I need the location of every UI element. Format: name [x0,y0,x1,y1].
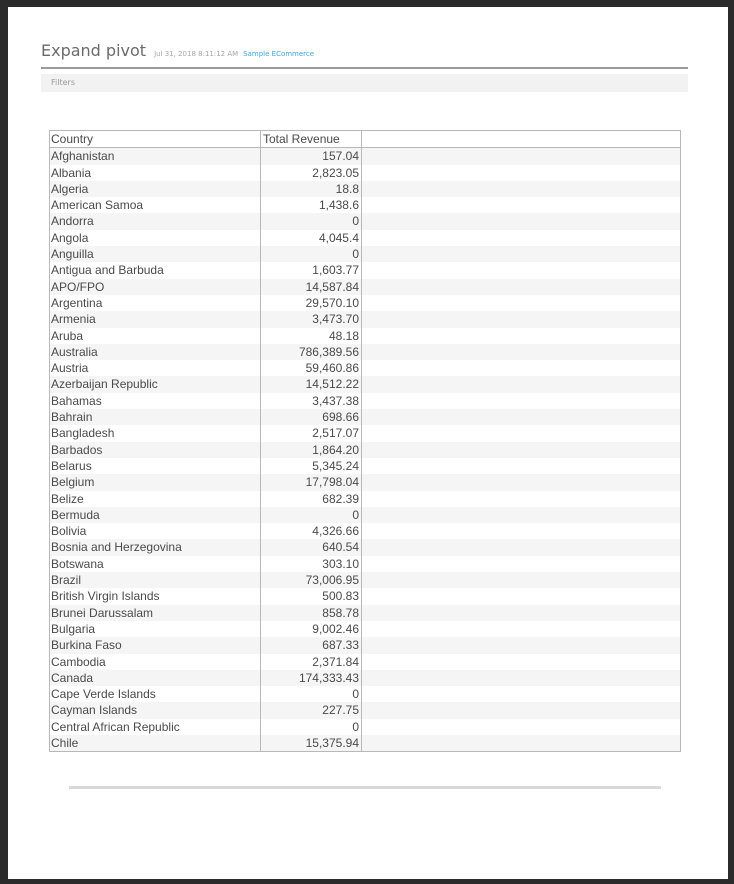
empty-cell [362,442,680,458]
country-cell: Anguilla [50,246,261,262]
empty-cell [362,539,680,555]
empty-cell [362,344,680,360]
revenue-cell: 3,437.38 [261,393,362,409]
report-timestamp: Jul 31, 2018 8:11:12 AM [154,50,239,58]
revenue-cell: 303.10 [261,556,362,572]
empty-cell [362,213,680,229]
revenue-cell: 1,864.20 [261,442,362,458]
table-row [50,279,680,295]
table-row [50,686,680,702]
revenue-cell: 18.8 [261,181,362,197]
table-row [50,344,680,360]
country-cell: Argentina [50,295,261,311]
empty-cell [362,637,680,653]
revenue-cell: 0 [261,719,362,735]
revenue-cell: 698.66 [261,409,362,425]
table-row [50,197,680,213]
empty-cell [362,393,680,409]
revenue-cell: 73,006.95 [261,572,362,588]
empty-cell [362,621,680,637]
empty-cell [362,507,680,523]
table-row [50,295,680,311]
table-row [50,425,680,441]
country-cell: Central African Republic [50,719,261,735]
table-row [50,588,680,604]
empty-cell [362,262,680,278]
empty-cell [362,654,680,670]
empty-cell [362,148,680,164]
country-cell: American Samoa [50,197,261,213]
empty-cell [362,165,680,181]
empty-cell [362,197,680,213]
revenue-cell: 29,570.10 [261,295,362,311]
revenue-cell: 227.75 [261,702,362,718]
table-row [50,376,680,392]
revenue-cell: 500.83 [261,588,362,604]
empty-cell [362,458,680,474]
country-cell: Algeria [50,181,261,197]
country-cell: Austria [50,360,261,376]
pivot-table [49,130,681,752]
empty-cell [362,588,680,604]
revenue-cell: 1,438.6 [261,197,362,213]
country-cell: Armenia [50,311,261,327]
revenue-cell: 0 [261,246,362,262]
country-cell: Bermuda [50,507,261,523]
table-row [50,360,680,376]
country-cell: Bulgaria [50,621,261,637]
filters-bar[interactable] [41,74,688,92]
country-cell: Belarus [50,458,261,474]
country-cell: Canada [50,670,261,686]
revenue-cell: 4,045.4 [261,230,362,246]
empty-cell [362,246,680,262]
table-row [50,246,680,262]
table-row [50,328,680,344]
country-cell: Bangladesh [50,425,261,441]
column-header-country[interactable]: Country [50,131,261,147]
revenue-cell: 682.39 [261,491,362,507]
revenue-cell: 3,473.70 [261,311,362,327]
data-source-link[interactable]: Sample ECommerce [243,50,315,58]
column-header-total-revenue[interactable]: Total Revenue [261,131,362,147]
revenue-cell: 48.18 [261,328,362,344]
country-cell: Barbados [50,442,261,458]
header-divider [41,67,688,69]
revenue-cell: 174,333.43 [261,670,362,686]
revenue-cell: 2,823.05 [261,165,362,181]
revenue-cell: 14,512.22 [261,376,362,392]
country-cell: Aruba [50,328,261,344]
country-cell: British Virgin Islands [50,588,261,604]
report-header [41,41,687,60]
country-cell: Andorra [50,213,261,229]
empty-cell [362,523,680,539]
revenue-cell: 17,798.04 [261,474,362,490]
country-cell: Cambodia [50,654,261,670]
country-cell: Botswana [50,556,261,572]
table-row [50,670,680,686]
empty-cell [362,328,680,344]
country-cell: Bahrain [50,409,261,425]
country-cell: Bolivia [50,523,261,539]
empty-cell [362,376,680,392]
country-cell: Antigua and Barbuda [50,262,261,278]
table-row [50,393,680,409]
empty-cell [362,556,680,572]
revenue-cell: 9,002.46 [261,621,362,637]
table-row [50,491,680,507]
revenue-cell: 0 [261,213,362,229]
revenue-cell: 0 [261,686,362,702]
empty-cell [362,360,680,376]
country-cell: Belize [50,491,261,507]
table-row [50,442,680,458]
revenue-cell: 2,371.84 [261,654,362,670]
empty-cell [362,605,680,621]
table-row [50,702,680,718]
footer-divider [69,786,661,789]
report-title: Expand pivot [41,41,147,60]
table-row [50,605,680,621]
country-cell: Australia [50,344,261,360]
country-cell: Azerbaijan Republic [50,376,261,392]
revenue-cell: 640.54 [261,539,362,555]
country-cell: Cape Verde Islands [50,686,261,702]
revenue-cell: 858.78 [261,605,362,621]
pivot-header-row [50,131,680,148]
country-cell: Brunei Darussalam [50,605,261,621]
country-cell: Bahamas [50,393,261,409]
table-row [50,539,680,555]
table-row [50,458,680,474]
empty-cell [362,425,680,441]
pivot-body [50,148,680,751]
table-row [50,165,680,181]
empty-cell [362,279,680,295]
revenue-cell: 15,375.94 [261,735,362,751]
table-row [50,621,680,637]
table-row [50,181,680,197]
empty-cell [362,409,680,425]
empty-cell [362,702,680,718]
table-row [50,409,680,425]
revenue-cell: 5,345.24 [261,458,362,474]
table-row [50,654,680,670]
table-row [50,523,680,539]
table-row [50,230,680,246]
revenue-cell: 2,517.07 [261,425,362,441]
table-row [50,637,680,653]
revenue-cell: 157.04 [261,148,362,164]
country-cell: Bosnia and Herzegovina [50,539,261,555]
empty-cell [362,474,680,490]
country-cell: Chile [50,735,261,751]
table-row [50,474,680,490]
empty-cell [362,311,680,327]
empty-cell [362,181,680,197]
empty-cell [362,719,680,735]
empty-cell [362,491,680,507]
revenue-cell: 59,460.86 [261,360,362,376]
empty-cell [362,735,680,751]
report-page [8,7,728,879]
filters-label: Filters [51,78,75,87]
revenue-cell: 687.33 [261,637,362,653]
table-row [50,148,680,164]
table-row [50,719,680,735]
country-cell: Afghanistan [50,148,261,164]
empty-cell [362,670,680,686]
country-cell: Belgium [50,474,261,490]
revenue-cell: 0 [261,507,362,523]
country-cell: Albania [50,165,261,181]
empty-cell [362,295,680,311]
country-cell: APO/FPO [50,279,261,295]
empty-column-header [362,131,680,147]
revenue-cell: 786,389.56 [261,344,362,360]
revenue-cell: 4,326.66 [261,523,362,539]
table-row [50,262,680,278]
revenue-cell: 1,603.77 [261,262,362,278]
table-row [50,556,680,572]
empty-cell [362,686,680,702]
table-row [50,507,680,523]
empty-cell [362,230,680,246]
table-row [50,735,680,751]
country-cell: Cayman Islands [50,702,261,718]
country-cell: Angola [50,230,261,246]
empty-cell [362,572,680,588]
country-cell: Burkina Faso [50,637,261,653]
country-cell: Brazil [50,572,261,588]
table-row [50,213,680,229]
table-row [50,311,680,327]
table-row [50,572,680,588]
revenue-cell: 14,587.84 [261,279,362,295]
